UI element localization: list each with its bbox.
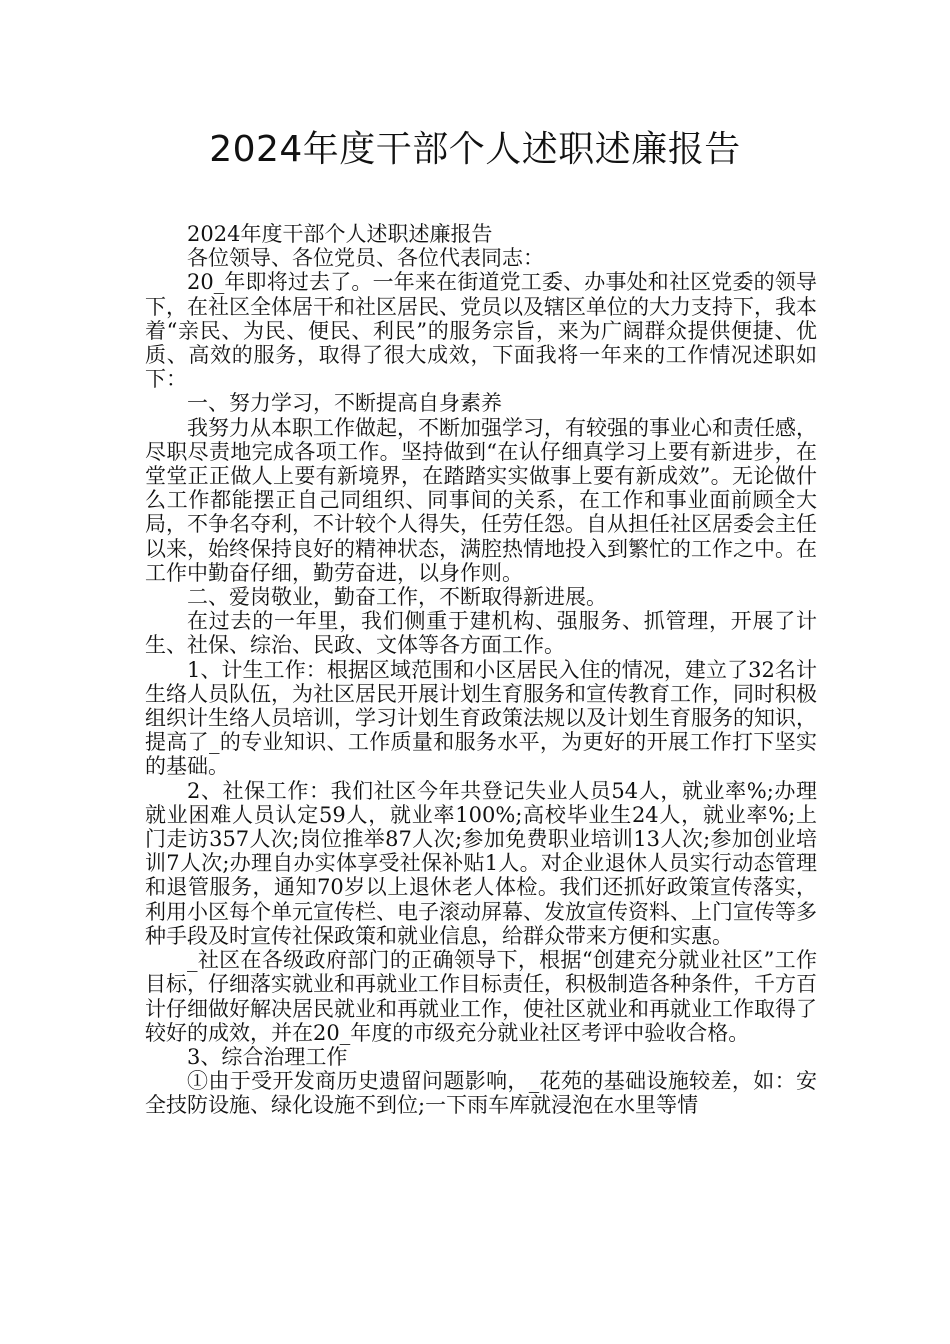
paragraph-intro: 20_年即将过去了。一年来在街道党工委、办事处和社区党委的领导下，在社区全体居干和社区居民、党员以及辖区单位的大力支持下，我本着“亲民、为民、便民、利民”的服务宗旨，来为广阔群众提供便捷、优质、高效的服务，取得了很大成效，下面我将一年来的工作情况述职如下：	[145, 270, 817, 392]
section-heading-2: 二、爱岗敬业，勤奋工作，不断取得新进展。	[187, 585, 607, 610]
document-title: 2024年度干部个人述职述廉报告	[209, 129, 741, 170]
paragraph-salutation: 各位领导、各位党员、各位代表同志：	[187, 246, 544, 271]
document-body	[145, 222, 817, 1118]
paragraph-study: 我努力从本职工作做起，不断加强学习，有较强的事业心和责任感，尽职尽责地完成各项工作。坚持做到“在认仔细真学习上要有新进步，在堂堂正正做人上要有新境界，在踏踏实实做事上要有新成效”。无论做什么工作都能摆正自己同组织、同事间的关系，在工作和事业面前顾全大局，不争名夺利，不计较个人得失，任劳任怨。自从担任社区居委会主任以来，始终保持良好的精神状态，满腔热情地投入到繁忙的工作之中。在工作中勤奋仔细，勤劳奋进，以身作则。	[145, 415, 817, 585]
paragraph-family-planning: 1、计生工作：根据区域范围和小区居民入住的情况，建立了32名计生络人员队伍，为社区居民开展计划生育服务和宣传教育工作，同时积极组织计生络人员培训，学习计划生育政策法规以及计划生育服务的知识，提高了_的专业知识、工作质量和服务水平，为更好的开展工作打下坚实的基础。	[145, 657, 817, 779]
paragraph-social-security: 2、社保工作：我们社区今年共登记失业人员54人，就业率%;办理就业困难人员认定59人，就业率100%;高校毕业生24人，就业率%;上门走访357人次;岗位推举87人次;参加免费职业培训13人次;参加创业培训7人次;办理自办实体享受社保补贴1人。对企业退休人员实行动态管理和退管服务，通知70岁以上退休老人体检。我们还抓好政策宣传落实，利用小区每个单元宣传栏、电子滚动屏幕、发放宣传资料、上门宣传等多种手段及时宣传社保政策和就业信息，给群众带来方便和实惠。	[145, 778, 817, 948]
paragraph-subtitle: 2024年度干部个人述职述廉报告	[187, 222, 493, 246]
section-heading-1: 一、努力学习，不断提高自身素养	[187, 391, 502, 416]
paragraph-comprehensive-governance: ①由于受开发商历史遗留问题影响，_花苑的基础设施较差，如：安全技防设施、绿化设施不到位;一下雨车库就浸泡在水里等情	[145, 1069, 817, 1118]
paragraph-work-overview: 在过去的一年里，我们侧重于建机构、强服务、抓管理，开展了计生、社保、综治、民政、文体等各方面工作。	[145, 609, 817, 658]
subsection-heading-3: 3、综合治理工作	[187, 1044, 348, 1069]
paragraph-employment: _社区在各级政府部门的正确领导下，根据“创建充分就业社区”工作目标，仔细落实就业和再就业工作目标责任，积极制造各种条件，千方百计仔细做好解决居民就业和再就业工作，使社区就业和再就业工作取得了较好的成效，并在20_年度的市级充分就业社区考评中验收合格。	[145, 948, 817, 1045]
